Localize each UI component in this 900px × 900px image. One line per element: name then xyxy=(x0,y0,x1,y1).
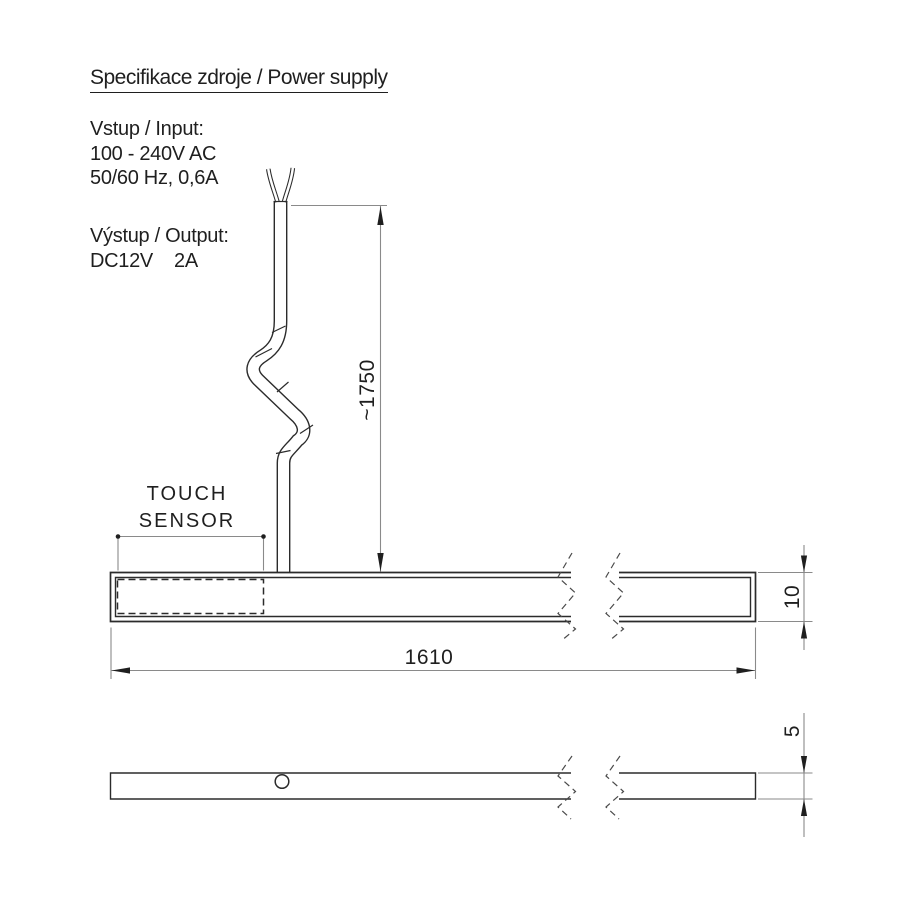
arrow-down xyxy=(377,553,383,572)
fixture-inner-right xyxy=(619,578,751,617)
input-label: Vstup / Input: xyxy=(90,118,204,140)
arrow-down xyxy=(801,756,807,773)
fixture-bottom-view xyxy=(111,756,756,819)
break-symbol-front-right xyxy=(606,553,624,641)
stripped-wire-left-fill xyxy=(268,169,277,202)
touch-sensor-dimension xyxy=(116,534,266,570)
profile-thickness-dimension xyxy=(758,713,813,837)
arrow-down xyxy=(801,556,807,573)
dimension-dot-right xyxy=(261,534,266,539)
fixture-front-view xyxy=(111,553,756,641)
fixture-outer-right xyxy=(619,573,756,622)
break-symbol-bottom-left xyxy=(558,756,576,819)
dimension-dot-left xyxy=(116,534,121,539)
arrow-up xyxy=(377,207,383,226)
fixture-length-dimension xyxy=(111,628,756,680)
touch-sensor-label-line2: SENSOR xyxy=(138,510,236,532)
power-cable xyxy=(253,168,313,573)
input-voltage: 100 - 240V AC xyxy=(90,142,217,165)
bottom-bar-right xyxy=(619,773,756,799)
fixture-outer-left xyxy=(111,573,572,622)
cable-length-value: ~1750 xyxy=(356,359,379,421)
profile-thickness-value: 5 xyxy=(781,724,804,738)
bottom-bar-left xyxy=(111,773,572,799)
cable-hole xyxy=(275,775,289,789)
touch-sensor-zone xyxy=(118,580,264,614)
cable-tube-fill xyxy=(253,202,303,573)
arrow-left xyxy=(112,667,131,673)
fixture-height-value: 10 xyxy=(781,584,804,610)
touch-sensor-label-line1: TOUCH xyxy=(146,483,228,505)
cable-length-dimension xyxy=(291,206,387,572)
page-title: Specifikace zdroje / Power supply xyxy=(90,66,388,93)
arrow-right xyxy=(737,667,756,673)
arrow-up xyxy=(801,622,807,639)
break-symbol-bottom-right xyxy=(606,756,624,819)
fixture-length-value: 1610 xyxy=(404,646,454,669)
fixture-inner-left xyxy=(116,578,572,617)
arrow-up xyxy=(801,799,807,816)
input-frequency-current: 50/60 Hz, 0,6A xyxy=(90,167,219,189)
output-voltage-current: DC12V 2A xyxy=(90,249,198,272)
break-symbol-front-left xyxy=(558,553,576,641)
fixture-height-dimension xyxy=(758,545,813,650)
output-label: Výstup / Output: xyxy=(90,225,229,247)
